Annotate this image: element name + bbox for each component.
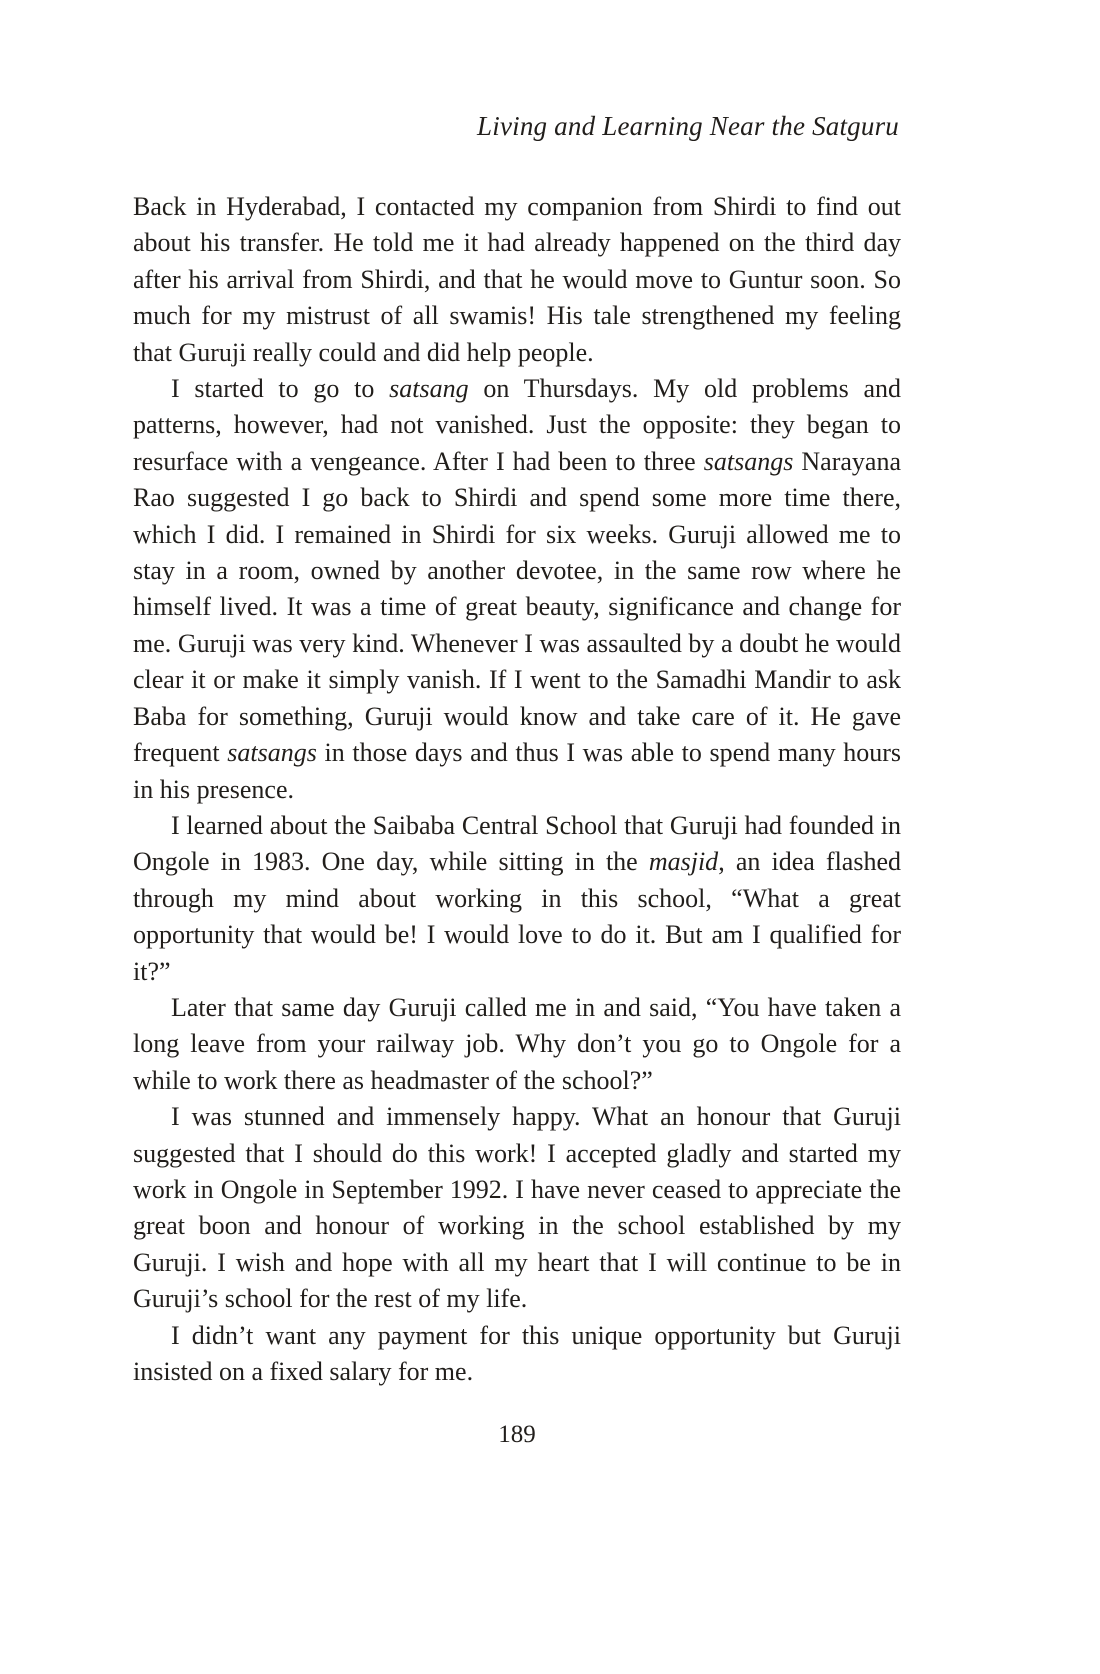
paragraph: [133, 371, 901, 808]
italic-text-run: satsangs: [227, 738, 317, 768]
text-run: Narayana Rao suggested I go back to Shirdi and spend some more time there, which I did. I remained in Shirdi for six weeks. Guruji allowed me to stay in a room, owned by another devotee, in the same row where he himself lived. It was a time of great beauty, significance and change for me. Guruji was very kind. Whenever I was assaulted by a doubt he would clear it or make it simply vanish. If I went to the Samadhi Mandir to ask Baba for something, Guruji would know and take care of it. He gave frequent: [133, 446, 901, 768]
paragraph: [133, 808, 901, 990]
text-run: in those days and thus I was able to spend many hours in his presence.: [133, 738, 901, 804]
text-run: Back in Hyderabad, I contacted my companion from Shirdi to find out about his transfer. He told me it had already happened on the third day after his arrival from Shirdi, and that he would move to Guntur soon. So much for my mistrust of all swamis! His tale strengthened my feeling that Guruji really could and did help people.: [133, 192, 901, 367]
text-run: I was stunned and immensely happy. What an honour that Guruji suggested that I should do this work! I accepted gladly and started my work in Ongole in September 1992. I have never ceased to appreciate the great boon and honour of working in the school established by my Guruji. I wish and hope with all my heart that I will continue to be in Guruji’s school for the rest of my life.: [133, 1102, 901, 1314]
paragraph: [133, 1318, 901, 1391]
paragraph: [133, 990, 901, 1099]
italic-text-run: masjid: [648, 847, 719, 877]
paragraph: [133, 189, 901, 371]
text-run: I didn’t want any payment for this unique opportunity but Guruji insisted on a fixed salary for me.: [133, 1320, 901, 1386]
text-run: Later that same day Guruji called me in and said, “You have taken a long leave from your railway job. Why don’t you go to Ongole for a while to work there as headmaster of the school?”: [133, 992, 901, 1095]
running-header: Living and Learning Near the Satguru: [477, 111, 899, 141]
body-text: [133, 189, 901, 1390]
text-run: I started to go to: [171, 374, 390, 404]
italic-text-run: satsangs: [703, 446, 794, 476]
paragraph: [133, 1099, 901, 1317]
page-number: 189: [498, 1421, 536, 1448]
text-run: I learned about the Saibaba Central School that Guruji had founded in Ongole in 1983. One day, while sitting in the: [133, 810, 901, 877]
text-run: on Thursdays. My old problems and patterns, however, had not vanished. Just the opposite: they began to resurface with a vengeance. After I had been to three: [133, 374, 901, 476]
italic-text-run: satsang: [389, 374, 469, 404]
text-run: , an idea flashed through my mind about working in this school, “What a great opportunity that would be! I would love to do it. But am I qualified for it?”: [133, 847, 901, 986]
